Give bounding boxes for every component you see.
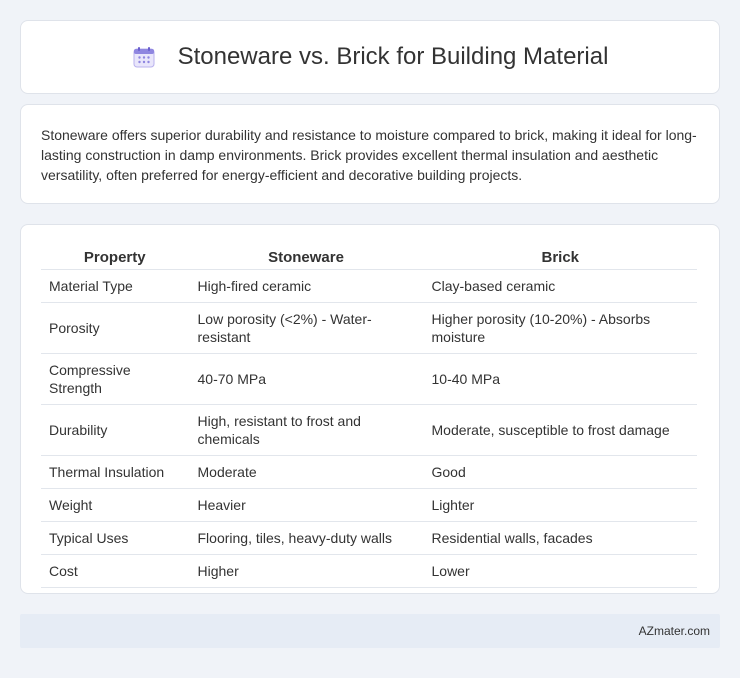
cell-brick: Residential walls, facades: [423, 521, 697, 554]
cell-property: Compressive Strength: [41, 353, 189, 404]
calendar-icon: [132, 45, 156, 69]
cell-brick: Good: [423, 455, 697, 488]
footer-bar: [20, 614, 720, 648]
header-stoneware: Stoneware: [189, 245, 423, 269]
cell-stoneware: High-fired ceramic: [189, 269, 423, 302]
cell-stoneware: Flooring, tiles, heavy-duty walls: [189, 521, 423, 554]
footer-site-link[interactable]: AZmater.com: [638, 624, 710, 638]
cell-stoneware: Higher: [189, 554, 423, 587]
comparison-table-card: [20, 224, 720, 594]
table-row: [41, 269, 697, 302]
cell-property: Material Type: [41, 269, 189, 302]
table-header-row: [41, 245, 697, 269]
title-card: [20, 20, 720, 94]
cell-brick: 10-40 MPa: [423, 353, 697, 404]
header-brick: Brick: [423, 245, 697, 269]
cell-brick: Clay-based ceramic: [423, 269, 697, 302]
cell-stoneware: High, resistant to frost and chemicals: [189, 404, 423, 455]
cell-property: Typical Uses: [41, 521, 189, 554]
table-row: [41, 353, 697, 404]
cell-property: Durability: [41, 404, 189, 455]
cell-brick: Lighter: [423, 488, 697, 521]
cell-brick: Higher porosity (10-20%) - Absorbs moisture: [423, 302, 697, 353]
table-row: [41, 554, 697, 587]
cell-stoneware: 40-70 MPa: [189, 353, 423, 404]
table-row: [41, 521, 697, 554]
table-row: [41, 455, 697, 488]
table-row: [41, 404, 697, 455]
table-row: [41, 302, 697, 353]
table-row: [41, 488, 697, 521]
cell-property: Porosity: [41, 302, 189, 353]
cell-stoneware: Heavier: [189, 488, 423, 521]
summary-card: [20, 104, 720, 204]
cell-property: Weight: [41, 488, 189, 521]
comparison-table: [41, 245, 697, 588]
page-title: Stoneware vs. Brick for Building Material: [177, 43, 609, 70]
cell-brick: Lower: [423, 554, 697, 587]
cell-property: Cost: [41, 554, 189, 587]
cell-brick: Moderate, susceptible to frost damage: [423, 404, 697, 455]
cell-property: Thermal Insulation: [41, 455, 189, 488]
summary-text: Stoneware offers superior durability and resistance to moisture compared to brick, making it ideal for long-lasting construction in damp environments. Brick provides excellent thermal insulation and aesthetic versatility, often preferred for energy-efficient and decorative building projects.: [41, 127, 697, 183]
cell-stoneware: Low porosity (<2%) - Water-resistant: [189, 302, 423, 353]
header-property: Property: [41, 245, 189, 269]
cell-stoneware: Moderate: [189, 455, 423, 488]
